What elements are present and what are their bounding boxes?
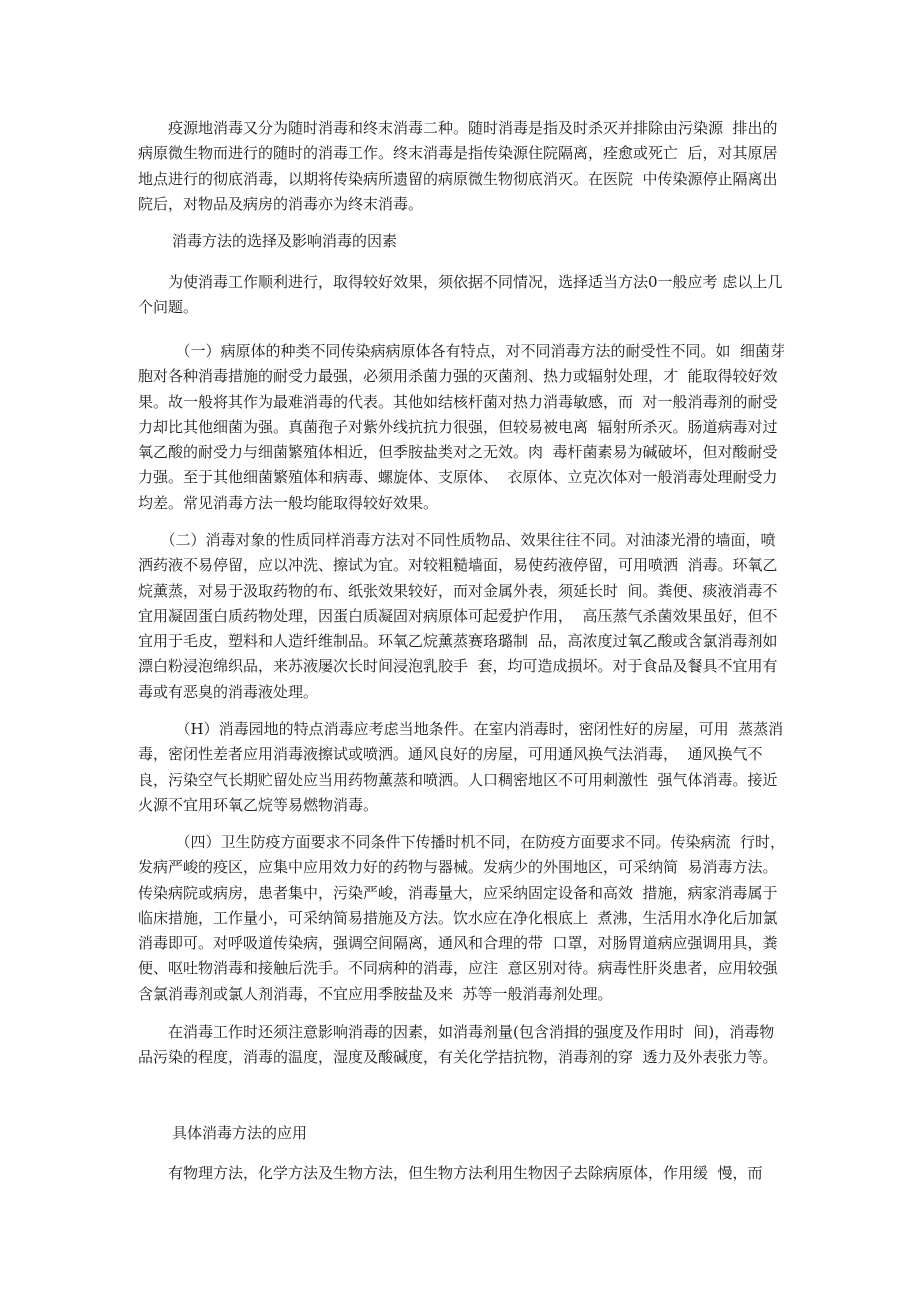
paragraph-epidemic-prevention-requirements: （四）卫生防疫方面要求不同条件下传播时机不同，在防疫方面要求不同。传染病流 行时，发病严峻的疫区，应集中应用效力好的药物与器械。发病少的外围地区，可采纳简 易消毒方法。传染病院或病房，患者集中，污染严峻，消毒量大，应采纳固定设备和高效 措施，病家消毒属于临床措施，工作量小，可采纳简易措施及方法。饮水应在净化根底上 煮沸，生活用水净化后加氯消毒即可。对呼吸道传染病，强调空间隔离，通风和合理的带 口罩，对肠胃道病应强调用具，粪便、呕吐物消毒和接触后洗手。不同病种的消毒，应注 意区别对待。病毒性肝炎患者，应用较强含氯消毒剂或氯人剂消毒，不宜应用季胺盐及来 苏等一般消毒剂处理。 [138, 833, 786, 1003]
paragraph-object-properties: （二）消毒对象的性质同样消毒方法对不同性质物品、效果往往不同。对油漆光滑的墙面，喷洒药液不易停留，应以冲洗、擦试为宜。对较粗糙墙面，易使药液停留，可用喷洒 消毒。环氧乙烷薰蒸，对易于汲取药物的布、纸张效果较好，而对金属外表，须延长时 间。粪便、痰液消毒不宜用凝固蛋白质药物处理，因蛋白质凝固对病原体可起爱护作用， 高压蒸气杀菌效果虽好，但不宜用于毛皮，塑料和人造纤维制品。环氧乙烷薰蒸赛珞璐制 品，高浓度过氧乙酸或含氯消毒剂如漂白粉浸泡绵织品，来苏液屡次长时间浸泡乳胶手 套，均可造成损坏。对于食品及餐具不宜用有毒或有恶臭的消毒液处理。 [138, 531, 778, 701]
paragraph-site-characteristics: （H）消毒园地的特点消毒应考虑当地条件。在室内消毒时，密闭性好的房屋，可用 蒸蒸消毒，密闭性差者应用消毒液擦试或喷洒。通风良好的房屋，可用通风换气法消毒， 通风换气不良，污染空气长期贮留处应当用药物薰蒸和喷洒。人口稠密地区不可用刺激性 强气体消毒。接近火源不宜用环氧乙烷等易燃物消毒。 [138, 720, 784, 814]
paragraph-pathogen-types: （一）病原体的种类不同传染病病原体各有特点，对不同消毒方法的耐受性不同。如 细菌芽胞对各种消毒措施的耐受力最强，必须用杀菌力强的灭菌剂、热力或辐射处理，才 能取得较好效果。故一般将其作为最难消毒的代表。其他如结核杆菌对热力消毒敏感，而 对一般消毒剂的耐受力却比其他细菌为强。真菌孢子对紫外线抗抗力很强，但较易被电离 辐射所杀灭。肠道病毒对过氧乙酸的耐受力与细菌繁殖体相近，但季胺盐类对之无效。肉 毒杆菌素易为碱破坏，但对酸耐受力强。至于其他细菌繁殖体和病毒、螺旋体、支原体、 衣原体、立克次体对一般消毒处理耐受力均差。常见消毒方法一般均能取得较好效果。 [138, 342, 786, 512]
paragraph-epidemic-focus-disinfection: 疫源地消毒又分为随时消毒和终末消毒二种。随时消毒是指及时杀灭并排除由污染源 排出的病原微生物而进行的随时的消毒工作。终末消毒是指传染源住院隔离，痊愈或死亡 后，对其原居地点进行的彻底消毒，以期将传染病所遗留的病原微生物彻底消灭。在医院 中传染源停止隔离出院后，对物品及病房的消毒亦为终末消毒。 [138, 119, 778, 213]
paragraph-method-selection-intro: 为使消毒工作顺利进行，取得较好效果，须依据不同情况，选择适当方法0一般应考 虑以上几个问题。 [138, 273, 783, 317]
heading-specific-methods: 具体消毒方法的应用 [172, 1124, 308, 1142]
paragraph-methods-overview: 有物理方法，化学方法及生物方法，但生物方法利用生物因子去除病原体，作用缓 慢，而 [138, 1164, 763, 1182]
heading-disinfection-method-selection: 消毒方法的选择及影响消毒的因素 [172, 232, 398, 250]
paragraph-influencing-factors: 在消毒工作时还须注意影响消毒的因素，如消毒剂量(包含消揖的强度及作用时 间)，消毒物品污染的程度，消毒的温度，湿度及酸碱度，有关化学拮抗物，消毒剂的穿 透力及外表张力等。 [138, 1023, 778, 1067]
